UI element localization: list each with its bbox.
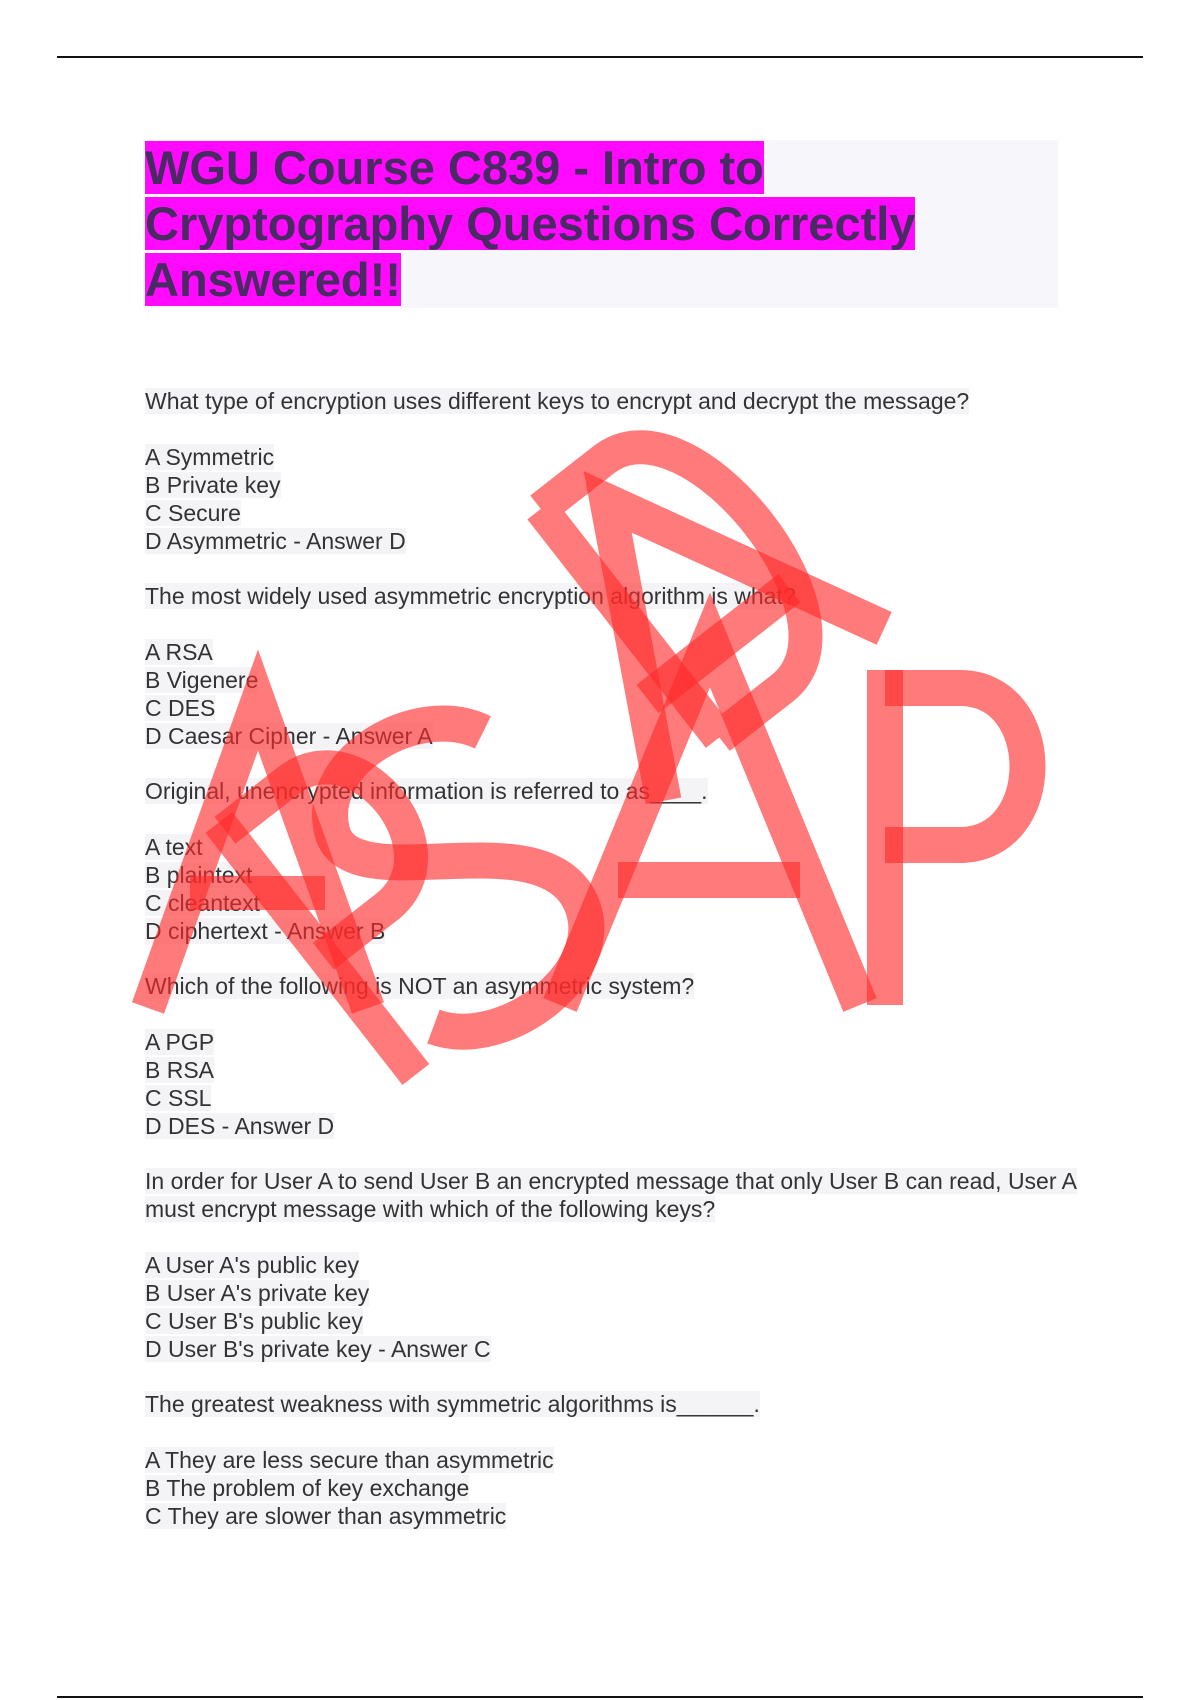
option-answer: D User B's private key - Answer C xyxy=(145,1336,491,1362)
option-answer: D Caesar Cipher - Answer A xyxy=(145,723,433,749)
option-list xyxy=(145,1028,1095,1140)
option: A They are less secure than asymmetric xyxy=(145,1447,554,1473)
question-text: Original, unencrypted information is referred to as____. xyxy=(145,778,708,804)
option-list xyxy=(145,833,1095,945)
question-text: Which of the following is NOT an asymmetric system? xyxy=(145,973,695,999)
question-item xyxy=(145,777,1095,945)
option: A text xyxy=(145,834,203,860)
question-text: The greatest weakness with symmetric algorithms is______. xyxy=(145,1391,760,1417)
option-answer: D ciphertext - Answer B xyxy=(145,918,386,944)
title-line: WGU Course C839 - Intro to xyxy=(145,141,764,194)
option-list xyxy=(145,1446,1095,1530)
option: B User A's private key xyxy=(145,1280,370,1306)
question-text: The most widely used asymmetric encryption algorithm is what? xyxy=(145,583,796,609)
question-text: What type of encryption uses different keys to encrypt and decrypt the message? xyxy=(145,388,970,414)
option: B Vigenere xyxy=(145,667,259,693)
option: C User B's public key xyxy=(145,1308,363,1334)
option: A User A's public key xyxy=(145,1252,360,1278)
question-item xyxy=(145,1167,1095,1363)
option: B RSA xyxy=(145,1057,215,1083)
title-line: Cryptography Questions Correctly xyxy=(145,197,916,250)
question-item xyxy=(145,1390,1095,1530)
option: B The problem of key exchange xyxy=(145,1475,470,1501)
option-list xyxy=(145,443,1095,555)
option: B Private key xyxy=(145,472,281,498)
question-item xyxy=(145,972,1095,1140)
option: A Symmetric xyxy=(145,444,275,470)
option: C They are slower than asymmetric xyxy=(145,1503,507,1529)
option-list xyxy=(145,638,1095,750)
footer-rule xyxy=(57,1696,1143,1698)
document-title xyxy=(145,140,1058,308)
option: A PGP xyxy=(145,1029,215,1055)
option: B plaintext xyxy=(145,862,253,888)
option: C Secure xyxy=(145,500,241,526)
title-line: Answered!! xyxy=(145,253,401,306)
header-rule xyxy=(57,56,1143,58)
question-item xyxy=(145,387,1095,555)
option-list xyxy=(145,1251,1095,1363)
question-item xyxy=(145,582,1095,750)
option: C cleantext xyxy=(145,890,261,916)
option: C DES xyxy=(145,695,216,721)
option-answer: D Asymmetric - Answer D xyxy=(145,528,406,554)
option: C SSL xyxy=(145,1085,212,1111)
question-list xyxy=(145,387,1095,1557)
question-text: In order for User A to send User B an encrypted message that only User B can read, User A must encrypt message with which of the following keys? xyxy=(145,1168,1077,1222)
title-block xyxy=(145,140,1058,308)
option: A RSA xyxy=(145,639,213,665)
option-answer: D DES - Answer D xyxy=(145,1113,335,1139)
